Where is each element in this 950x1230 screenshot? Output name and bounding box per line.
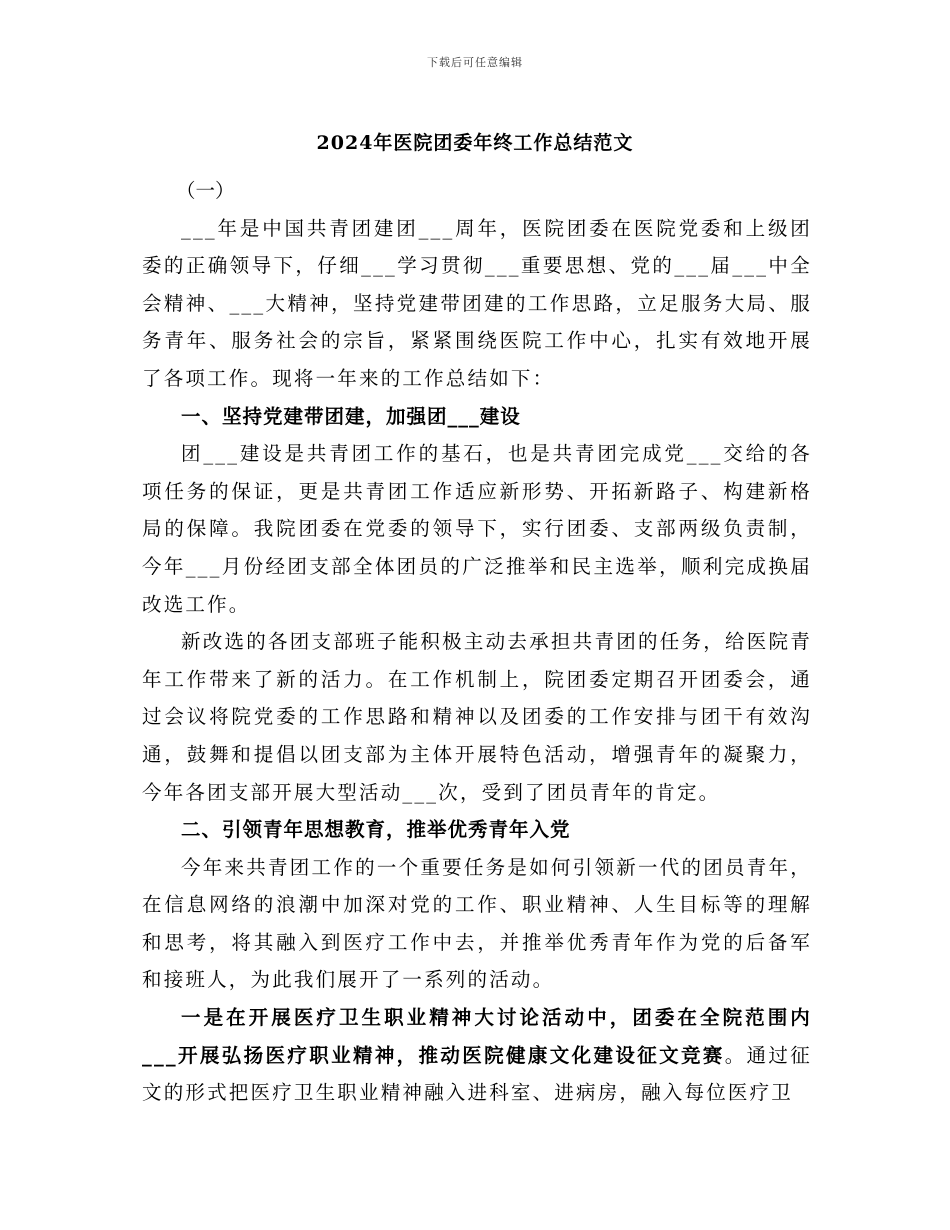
section-1-paragraph-1: 团___建设是共青团工作的基石，也是共青团完成党___交给的各项任务的保证，更是共青团工作适应新形势、开拓新路子、构建新格局的保障。我院团委在党委的领导下，实行团委、支部两级负责制，今年___月份经团支部全体团员的广泛推举和民主选举，顺利完成换届改选工作。 <box>142 442 812 616</box>
document-body <box>142 172 812 1112</box>
section-2-paragraph-2-bold: 一是在开展医疗卫生职业精神大讨论活动中，团委在全院范围内___开展弘扬医疗职业精神，推动医院健康文化建设征文竞赛 <box>142 1006 812 1067</box>
section-1-paragraph-2: 新改选的各团支部班子能积极主动去承担共青团的任务，给医院青年工作带来了新的活力。在工作机制上，院团委定期召开团委会，通过会议将院党委的工作思路和精神以及团委的工作安排与团干有效沟通，鼓舞和提倡以团支部为主体开展特色活动，增强青年的凝聚力，今年各团支部开展大型活动___次，受到了团员青年的肯定。 <box>142 630 812 804</box>
section-2-paragraph-2-rest: 。通过征文的形式把医疗卫生职业精神融入进科室、进病房，融入每位医疗卫 <box>142 1043 812 1105</box>
section-2-paragraph-1: 今年来共青团工作的一个重要任务是如何引领新一代的团员青年，在信息网络的浪潮中加深对党的工作、职业精神、人生目标等的理解和思考，将其融入到医疗工作中去，并推举优秀青年作为党的后备军和接班人，为此我们展开了一系列的活动。 <box>142 855 812 992</box>
section-2-heading: 二、引领青年思想教育，推举优秀青年入党 <box>181 818 571 842</box>
section-1-heading: 一、坚持党建带团建，加强团___建设 <box>181 404 521 428</box>
header-note: 下载后可任意编辑 <box>427 56 523 69</box>
intro-paragraph: ___年是中国共青团建团___周年，医院团委在医院党委和上级团委的正确领导下，仔细___学习贯彻___重要思想、党的___届___中全会精神、___大精神，坚持党建带团建的工作思路，立足服务大局、服务青年、服务社会的宗旨，紧紧围绕医院工作中心，扎实有效地开展了各项工作。现将一年来的工作总结如下： <box>142 216 812 390</box>
part-label: （一） <box>176 179 235 202</box>
document-title: 2024年医院团委年终工作总结范文 <box>316 132 634 154</box>
section-2-paragraph-2 <box>142 999 812 1112</box>
